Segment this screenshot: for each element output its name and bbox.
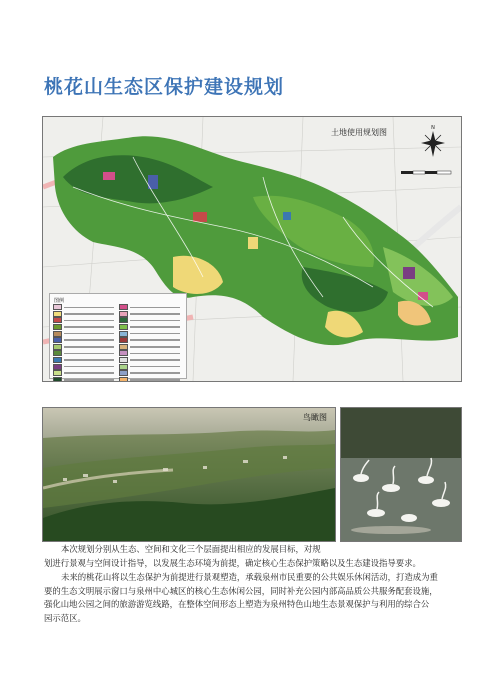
legend-label-placeholder: [130, 339, 180, 341]
legend-item: [53, 324, 119, 331]
legend-swatch: [119, 357, 128, 363]
legend-item: [119, 370, 185, 377]
legend-item: [53, 330, 119, 337]
legend-item: [119, 377, 185, 382]
legend-item: [119, 324, 185, 331]
legend-label-placeholder: [64, 339, 114, 341]
legend-swatch: [119, 304, 128, 310]
legend-item: [119, 311, 185, 318]
legend-swatch: [119, 364, 128, 370]
legend-label-placeholder: [130, 366, 180, 368]
legend-item: [53, 317, 119, 324]
legend-swatch: [53, 337, 62, 343]
legend-item: [119, 350, 185, 357]
legend-item: [53, 370, 119, 377]
legend-swatch: [53, 344, 62, 350]
legend-label-placeholder: [64, 366, 114, 368]
legend-item: [53, 363, 119, 370]
legend-swatch: [53, 311, 62, 317]
legend-swatch: [119, 370, 128, 376]
legend-item: [119, 337, 185, 344]
p2-line3: 强化山地公园之间的旅游游览线路，在整体空间形态上塑造为泉州特色山地生态景观保护与利用的综合公: [44, 599, 430, 610]
legend-swatch: [53, 317, 62, 323]
legend-swatch: [53, 357, 62, 363]
aerial-drawing: [43, 408, 335, 541]
legend-item: [53, 377, 119, 382]
legend-label-placeholder: [64, 307, 114, 309]
legend-grid: [53, 304, 185, 382]
legend-label-placeholder: [130, 313, 180, 315]
legend-swatch: [53, 324, 62, 330]
legend-swatch: [119, 350, 128, 356]
legend-item: [53, 337, 119, 344]
legend-label-placeholder: [130, 372, 180, 374]
legend-label-placeholder: [64, 379, 114, 381]
land-use-map: [42, 116, 462, 382]
north-label: N: [431, 125, 435, 131]
legend-label-placeholder: [64, 326, 114, 328]
legend-label-placeholder: [64, 359, 114, 361]
legend-swatch: [53, 370, 62, 376]
legend-label-placeholder: [64, 346, 114, 348]
legend-item: [53, 304, 119, 311]
legend-label-placeholder: [130, 333, 180, 335]
legend-item: [119, 317, 185, 324]
p2-line1: 未来的桃花山将以生态保护为前提进行景观塑造，承载泉州市民重要的公共娱乐休闲活动，打造成为重: [61, 572, 438, 582]
legend-item: [53, 350, 119, 357]
legend-swatch: [53, 350, 62, 356]
legend-label-placeholder: [130, 320, 180, 322]
legend-title: 图例: [54, 298, 65, 304]
p1-line1: 本次规划分别从生态、空间和文化三个层面提出相应的发展目标，对规: [61, 544, 321, 554]
legend-swatch: [119, 311, 128, 317]
legend-label-placeholder: [64, 353, 114, 355]
legend-label-placeholder: [64, 333, 114, 335]
legend-label-placeholder: [64, 372, 114, 374]
legend-label-placeholder: [130, 359, 180, 361]
legend-label-placeholder: [64, 320, 114, 322]
legend-item: [119, 357, 185, 364]
page-title: 桃花山生态区保护建设规划: [44, 76, 285, 98]
legend-swatch: [119, 324, 128, 330]
legend-swatch: [119, 377, 128, 382]
p2-line4: 园示范区。: [44, 612, 86, 623]
legend-swatch: [53, 331, 62, 337]
aerial-title: 鸟瞰图: [303, 413, 327, 422]
egrets-photo: [340, 407, 462, 542]
p2-line2: 要的生态文明展示窗口与泉州中心城区的核心生态休闲公园，同时补充公园内部高品质公共服务配套设施，: [44, 585, 438, 596]
legend-swatch: [119, 344, 128, 350]
legend-swatch: [53, 304, 62, 310]
map-title: 土地使用规划图: [331, 128, 387, 137]
legend-swatch: [119, 331, 128, 337]
legend-label-placeholder: [130, 353, 180, 355]
legend-label-placeholder: [130, 379, 180, 381]
legend-swatch: [53, 364, 62, 370]
legend-label-placeholder: [130, 307, 180, 309]
map-legend: [49, 293, 187, 379]
legend-swatch: [119, 337, 128, 343]
legend-item: [53, 311, 119, 318]
legend-label-placeholder: [130, 346, 180, 348]
legend-swatch: [119, 317, 128, 323]
legend-item: [119, 344, 185, 351]
aerial-view-image: [42, 407, 336, 542]
legend-swatch: [53, 377, 62, 382]
paragraph-2: [44, 571, 460, 625]
legend-item: [119, 304, 185, 311]
paragraph-1: [44, 543, 460, 570]
legend-item: [53, 344, 119, 351]
legend-item: [53, 357, 119, 364]
legend-label-placeholder: [130, 326, 180, 328]
legend-label-placeholder: [64, 313, 114, 315]
p1-line2: 划进行景观与空间设计指导，以发展生态环境为前提，确定核心生态保护策略以及生态建设指导要求。: [44, 557, 421, 568]
legend-item: [119, 363, 185, 370]
legend-item: [119, 330, 185, 337]
